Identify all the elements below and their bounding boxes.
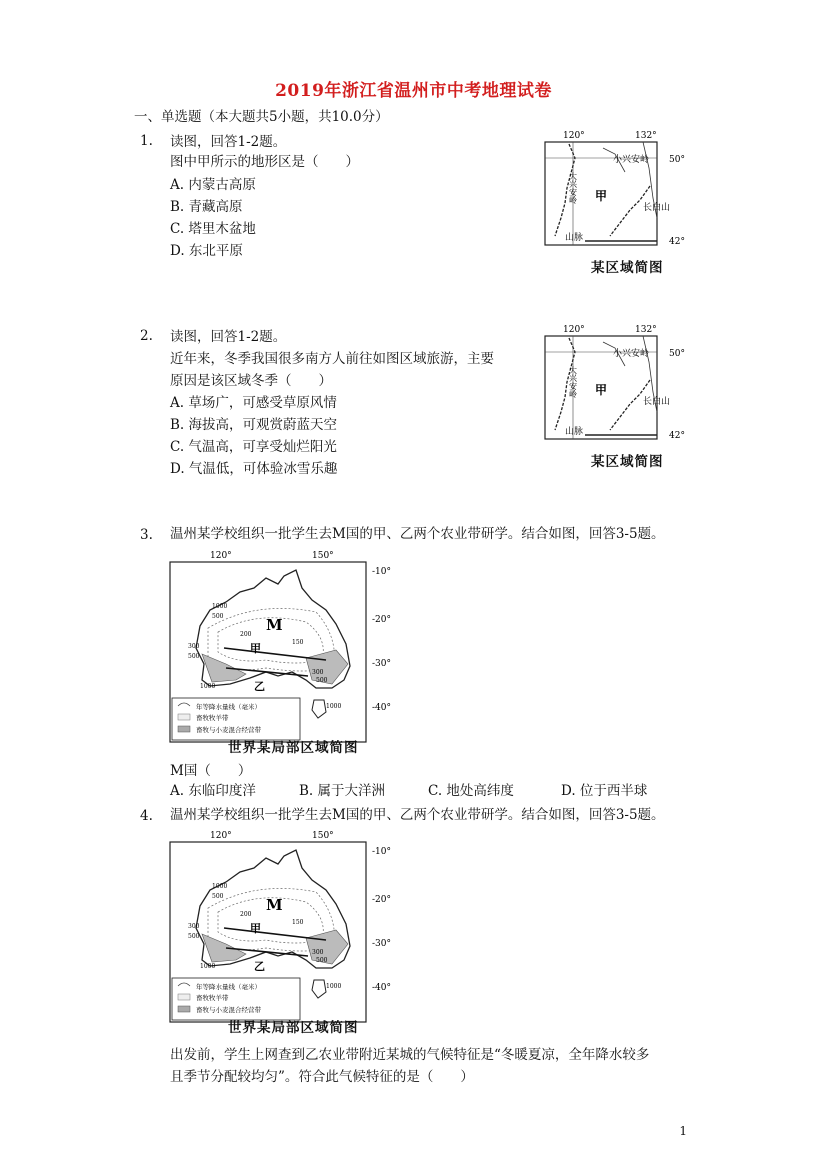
lon-label-120: 120°	[563, 325, 585, 335]
legend-mixed: 畜牧与小麦混合经营带	[196, 726, 261, 734]
isohyet-label: 300	[312, 669, 324, 676]
region-map-figure	[535, 128, 695, 276]
option-d[interactable]: D. 气温低，可体验冰雪乐趣	[170, 461, 338, 477]
question-text: 读图，回答1-2题。	[170, 329, 287, 345]
question-stem: M国（ ）	[170, 763, 252, 779]
question-number: 2.	[140, 328, 153, 344]
lat-label-50: 50°	[669, 349, 685, 359]
question-stem: 且季节分配较均匀”。符合此气候特征的是（ ）	[170, 1069, 474, 1085]
lon-label-120: 120°	[563, 131, 585, 141]
shan-label: 山脉	[565, 233, 584, 243]
legend-mixed: 畜牧与小麦混合经营带	[196, 1006, 261, 1014]
isohyet-label: 1000	[200, 963, 216, 970]
lat-label-30: -30°	[372, 659, 391, 669]
question-number: 3.	[140, 527, 153, 543]
map-legend	[172, 978, 300, 1020]
option-c[interactable]: C. 塔里木盆地	[170, 221, 256, 237]
lon-label-120: 120°	[210, 551, 232, 561]
option-a[interactable]: A. 内蒙古高原	[170, 177, 256, 193]
option-b[interactable]: B. 属于大洋洲	[299, 783, 386, 799]
place-jia: 甲	[595, 189, 608, 203]
mountain-label: 小兴安岭	[613, 155, 650, 165]
legend-isohyet: 年等降水量线（毫米）	[196, 983, 261, 991]
lon-label-150: 150°	[312, 831, 334, 841]
country-label: M	[266, 896, 283, 914]
page-title: 2019年浙江省温州市中考地理试卷	[275, 81, 552, 101]
isohyet-label: 500	[188, 933, 200, 940]
belt-shading-west	[202, 654, 246, 682]
isohyet-label: 1000	[212, 603, 228, 610]
isohyet-label: 500	[188, 653, 200, 660]
australia-map-figure	[166, 828, 406, 1038]
range-left-label: 大兴安岭	[568, 366, 578, 398]
map-caption: 世界某局部区域简图	[228, 1020, 359, 1036]
section-header: 一、单选题（本大题共5小题，共10.0分）	[134, 109, 389, 125]
isohyet-label: 300	[312, 949, 324, 956]
lon-label-132: 132°	[635, 325, 657, 335]
belt-jia-line	[224, 648, 326, 660]
region-map	[535, 128, 695, 273]
belt-jia-label: 甲	[250, 642, 261, 655]
lon-label-120: 120°	[210, 831, 232, 841]
isohyet-label: 150	[292, 919, 304, 926]
range-right-label: 长白山	[643, 397, 671, 407]
lon-label-132: 132°	[635, 131, 657, 141]
range-left-label: 大兴安岭	[568, 172, 578, 204]
isohyet-label: 1000	[212, 883, 228, 890]
lat-label-10: -10°	[372, 567, 391, 577]
map-caption: 某区域简图	[591, 260, 664, 276]
page-number: 1	[679, 1124, 687, 1138]
lat-label-42: 42°	[669, 431, 685, 441]
isohyet-label: 300	[188, 643, 200, 650]
region-map-figure	[535, 322, 695, 470]
isohyet-label: 200	[240, 911, 252, 918]
region-map	[535, 322, 695, 467]
option-b[interactable]: B. 青藏高原	[170, 199, 243, 215]
lat-label-30: -30°	[372, 939, 391, 949]
lat-label-40: -40°	[372, 703, 391, 713]
isohyet-label: 1000	[200, 683, 216, 690]
map-caption: 某区域简图	[591, 454, 664, 470]
option-c[interactable]: C. 气温高，可享受灿烂阳光	[170, 439, 337, 455]
option-a[interactable]: A. 草场广，可感受草原风情	[170, 395, 337, 411]
option-d[interactable]: D. 位于西半球	[561, 783, 648, 799]
lat-label-10: -10°	[372, 847, 391, 857]
legend-pastoral: 畜牧牧羊带	[196, 994, 229, 1002]
lat-label-50: 50°	[669, 155, 685, 165]
question-stem: 原因是该区域冬季（ ）	[170, 373, 332, 389]
place-jia: 甲	[595, 383, 608, 397]
australia-map	[166, 548, 406, 758]
isohyet-label: 500	[316, 957, 328, 964]
isohyet-label: 200	[240, 631, 252, 638]
australia-map-figure	[166, 548, 406, 758]
legend-pastoral: 畜牧牧羊带	[196, 714, 229, 722]
question-stem: 出发前，学生上网查到乙农业带附近某城的气候特征是“冬暖夏凉，全年降水较多	[170, 1047, 650, 1063]
question-stem: 近年来，冬季我国很多南方人前往如图区域旅游，主要	[170, 351, 494, 367]
map-legend	[172, 698, 300, 740]
lat-label-20: -20°	[372, 615, 391, 625]
question-text: 温州某学校组织一批学生去M国的甲、乙两个农业带研学。结合如图，回答3-5题。	[170, 526, 665, 542]
belt-yi-label: 乙	[254, 960, 265, 973]
question-stem: 图中甲所示的地形区是（ ）	[170, 154, 359, 170]
option-c[interactable]: C. 地处高纬度	[428, 783, 514, 799]
mountain-label: 小兴安岭	[613, 349, 650, 359]
isohyet-label: 300	[188, 923, 200, 930]
shan-label: 山脉	[565, 427, 584, 437]
isohyet-label: 1000	[326, 983, 342, 990]
country-label: M	[266, 616, 283, 634]
isohyet-label: 150	[292, 639, 304, 646]
option-d[interactable]: D. 东北平原	[170, 243, 243, 259]
range-right-label: 长白山	[643, 203, 671, 213]
island	[312, 700, 326, 718]
lat-label-20: -20°	[372, 895, 391, 905]
map-caption: 世界某局部区域简图	[228, 740, 359, 756]
lat-label-42: 42°	[669, 237, 685, 247]
australia-map	[166, 828, 406, 1038]
lon-label-150: 150°	[312, 551, 334, 561]
question-text: 读图，回答1-2题。	[170, 134, 287, 150]
isohyet-label: 1000	[326, 703, 342, 710]
belt-jia-label: 甲	[250, 922, 261, 935]
isohyet-label: 500	[316, 677, 328, 684]
question-number: 1.	[140, 133, 153, 149]
option-a[interactable]: A. 东临印度洋	[170, 783, 256, 799]
isohyet-label: 500	[212, 893, 224, 900]
legend-isohyet: 年等降水量线（毫米）	[196, 703, 261, 711]
lat-label-40: -40°	[372, 983, 391, 993]
isohyet-label: 500	[212, 613, 224, 620]
question-number: 4.	[140, 808, 153, 824]
question-text: 温州某学校组织一批学生去M国的甲、乙两个农业带研学。结合如图，回答3-5题。	[170, 807, 665, 823]
option-b[interactable]: B. 海拔高，可观赏蔚蓝天空	[170, 417, 338, 433]
belt-yi-label: 乙	[254, 680, 265, 693]
